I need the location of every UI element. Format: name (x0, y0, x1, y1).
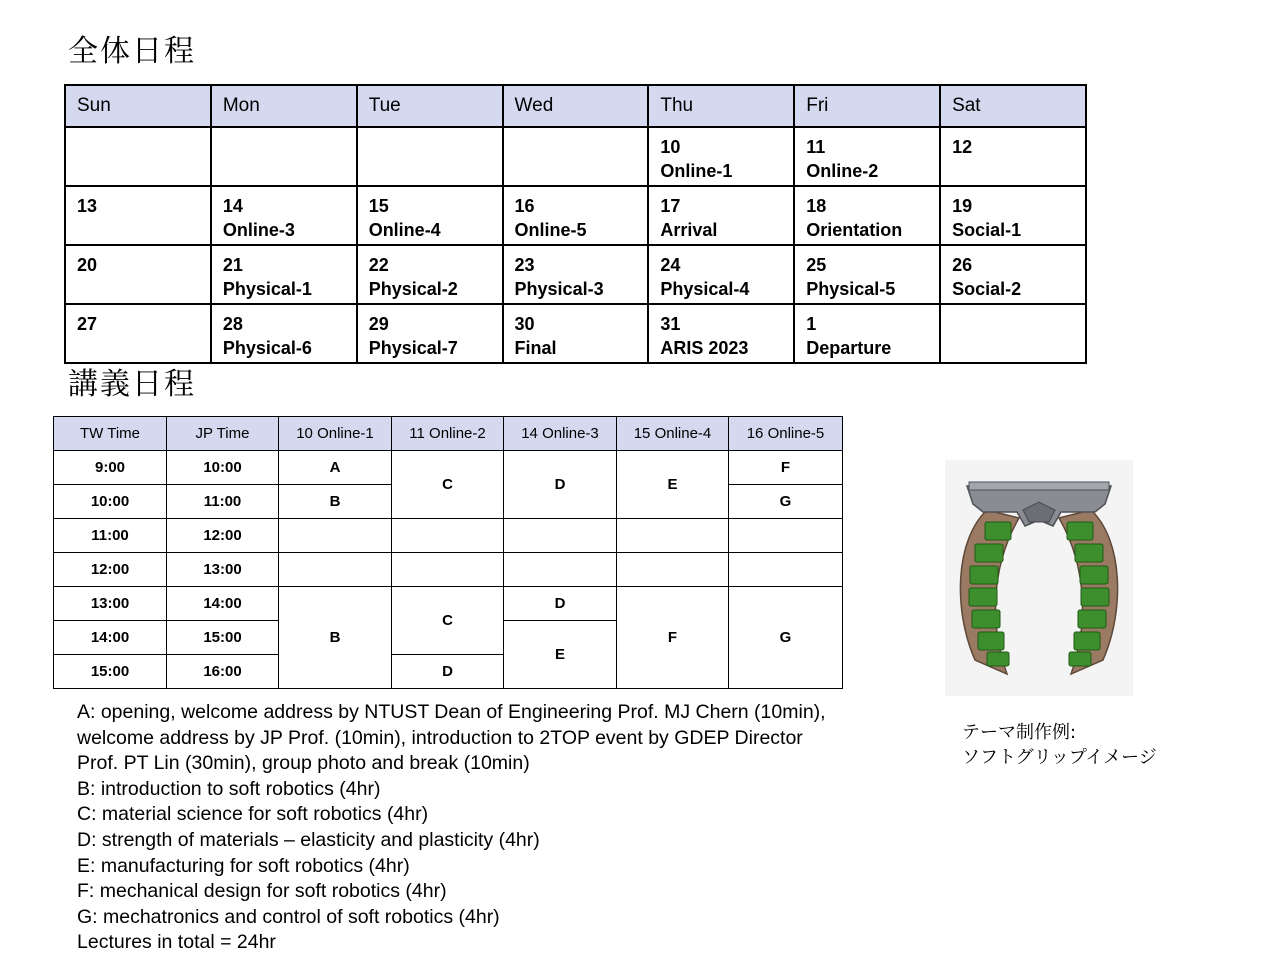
day-number: 23 (514, 255, 535, 275)
day-cell (211, 245, 357, 304)
lecture-cell: A (279, 451, 392, 485)
day-cell (503, 245, 649, 304)
jp-time-cell: 14:00 (167, 587, 279, 621)
schedule-heading: 全体日程 (68, 34, 196, 69)
empty-cell (279, 553, 392, 587)
weekday-header: Tue (357, 85, 503, 127)
day-cell (65, 186, 211, 245)
jp-time-cell: 10:00 (167, 451, 279, 485)
lecture-cell: G (729, 485, 843, 519)
day-cell (503, 304, 649, 363)
legend-line: welcome address by JP Prof. (10min), introduction to 2TOP event by GDEP Director (77, 726, 803, 749)
jp-time-cell: 12:00 (167, 519, 279, 553)
column-header: JP Time (167, 417, 279, 451)
time-slot-row (54, 553, 843, 587)
empty-cell (504, 519, 617, 553)
day-number: 30 (514, 314, 535, 334)
legend-line: Lectures in total = 24hr (77, 931, 276, 954)
time-slot-row (54, 519, 843, 553)
legend-line: B: introduction to soft robotics (4hr) (77, 777, 381, 800)
day-cell (211, 304, 357, 363)
tw-time-cell: 11:00 (54, 519, 167, 553)
day-cell (357, 245, 503, 304)
jp-time-cell: 11:00 (167, 485, 279, 519)
column-header: 10 Online-1 (279, 417, 392, 451)
lecture-cell: D (504, 451, 617, 519)
lecture-cell: B (279, 587, 392, 689)
weekday-header: Sun (65, 85, 211, 127)
day-event: Online-5 (514, 220, 587, 240)
day-cell (211, 186, 357, 245)
empty-cell (617, 519, 729, 553)
empty-cell (392, 519, 504, 553)
lecture-cell: G (729, 587, 843, 689)
week-row (65, 186, 1086, 245)
lecture-cell: C (392, 587, 504, 655)
day-event: Physical-2 (368, 279, 458, 299)
week-row (65, 127, 1086, 186)
day-cell (648, 127, 794, 186)
day-event: Physical-7 (368, 338, 458, 358)
tw-time-cell: 13:00 (54, 587, 167, 621)
time-slot-row (54, 451, 843, 485)
lecture-schedule-table (53, 416, 843, 689)
day-event: Arrival (660, 220, 718, 240)
weekday-header: Sat (940, 85, 1086, 127)
day-event: Online-4 (368, 220, 441, 240)
day-number: 21 (222, 255, 243, 275)
empty-cell (392, 553, 504, 587)
legend-line: A: opening, welcome address by NTUST Dean of Engineering Prof. MJ Chern (10min), (77, 701, 826, 723)
lecture-cell: E (504, 621, 617, 689)
day-event: Final (514, 338, 557, 358)
legend-line: C: material science for soft robotics (4hr) (77, 803, 429, 826)
day-event: Online-2 (806, 161, 879, 181)
day-number: 17 (660, 196, 681, 216)
legend-line: Prof. PT Lin (30min), group photo and break (10min) (77, 752, 530, 775)
weekday-header-row (65, 85, 1086, 127)
tw-time-cell: 10:00 (54, 485, 167, 519)
day-number: 1 (806, 314, 817, 334)
monthly-schedule-table (64, 84, 1087, 364)
day-cell (65, 127, 211, 186)
day-event: Physical-5 (806, 279, 896, 299)
empty-cell (729, 553, 843, 587)
day-number: 13 (77, 196, 98, 216)
day-number: 26 (952, 255, 973, 275)
day-cell (648, 186, 794, 245)
time-slot-row (54, 587, 843, 621)
tw-time-cell: 14:00 (54, 621, 167, 655)
day-event: ARIS 2023 (660, 338, 749, 358)
day-event: Online-1 (660, 161, 733, 181)
soft-gripper-image (945, 460, 1133, 696)
week-row (65, 245, 1086, 304)
legend-line: F: mechanical design for soft robotics (4hr) (77, 880, 447, 903)
day-cell (794, 245, 940, 304)
day-number: 31 (660, 314, 681, 334)
day-event: Physical-1 (222, 279, 312, 299)
day-cell (940, 245, 1086, 304)
lecture-cell: D (392, 655, 504, 689)
column-header: 11 Online-2 (392, 417, 504, 451)
day-event: Social-1 (952, 220, 1022, 240)
column-header: 16 Online-5 (729, 417, 843, 451)
weekday-header: Wed (503, 85, 649, 127)
week-row (65, 304, 1086, 363)
column-header: 14 Online-3 (504, 417, 617, 451)
day-cell (211, 127, 357, 186)
day-cell (940, 127, 1086, 186)
day-number: 24 (660, 255, 681, 275)
lecture-legend (77, 700, 937, 956)
jp-time-cell: 15:00 (167, 621, 279, 655)
legend-line: D: strength of materials – elasticity and plasticity (4hr) (77, 828, 540, 851)
column-header: TW Time (54, 417, 167, 451)
jp-time-cell: 16:00 (167, 655, 279, 689)
weekday-header: Thu (648, 85, 794, 127)
day-number: 11 (806, 137, 826, 157)
day-event: Social-2 (952, 279, 1022, 299)
image-caption (962, 720, 1157, 770)
legend-line: E: manufacturing for soft robotics (4hr) (77, 854, 410, 877)
lecture-cell: B (279, 485, 392, 519)
day-cell (357, 127, 503, 186)
day-cell (648, 304, 794, 363)
day-cell (357, 304, 503, 363)
day-event: Online-3 (222, 220, 295, 240)
lecture-schedule-heading: 講義日程 (68, 367, 196, 402)
day-number: 22 (368, 255, 389, 275)
tw-time-cell: 15:00 (54, 655, 167, 689)
lecture-cell: F (617, 587, 729, 689)
day-event: Physical-6 (222, 338, 312, 358)
day-number: 25 (806, 255, 827, 275)
day-number: 19 (952, 196, 973, 216)
weekday-header: Mon (211, 85, 357, 127)
jp-time-cell: 13:00 (167, 553, 279, 587)
day-cell (503, 186, 649, 245)
day-event: Physical-3 (514, 279, 604, 299)
day-event: Physical-4 (660, 279, 750, 299)
day-cell (794, 186, 940, 245)
empty-cell (504, 553, 617, 587)
caption-line: ソフトグリップイメージ (962, 747, 1157, 768)
day-number: 27 (77, 314, 98, 334)
day-cell (794, 304, 940, 363)
column-header: 15 Online-4 (617, 417, 729, 451)
day-number: 15 (368, 196, 389, 216)
lecture-cell: F (729, 451, 843, 485)
day-number: 14 (222, 196, 243, 216)
day-number: 10 (660, 137, 681, 157)
day-number: 18 (806, 196, 827, 216)
lecture-cell: E (617, 451, 729, 519)
empty-cell (729, 519, 843, 553)
caption-line: テーマ制作例: (962, 722, 1077, 743)
legend-line: G: mechatronics and control of soft robotics (4hr) (77, 905, 500, 928)
day-number: 28 (222, 314, 243, 334)
day-cell (940, 186, 1086, 245)
day-number: 12 (952, 137, 973, 157)
day-cell (65, 304, 211, 363)
lecture-header-row (54, 417, 843, 451)
day-cell (940, 304, 1086, 363)
empty-cell (617, 553, 729, 587)
day-cell (65, 245, 211, 304)
day-number: 29 (368, 314, 389, 334)
lecture-cell: D (504, 587, 617, 621)
day-cell (794, 127, 940, 186)
weekday-header: Fri (794, 85, 940, 127)
day-cell (357, 186, 503, 245)
lecture-cell: C (392, 451, 504, 519)
day-number: 16 (514, 196, 535, 216)
tw-time-cell: 12:00 (54, 553, 167, 587)
tw-time-cell: 9:00 (54, 451, 167, 485)
day-cell (503, 127, 649, 186)
empty-cell (279, 519, 392, 553)
day-event: Departure (806, 338, 892, 358)
day-cell (648, 245, 794, 304)
day-event: Orientation (806, 220, 903, 240)
day-number: 20 (77, 255, 98, 275)
